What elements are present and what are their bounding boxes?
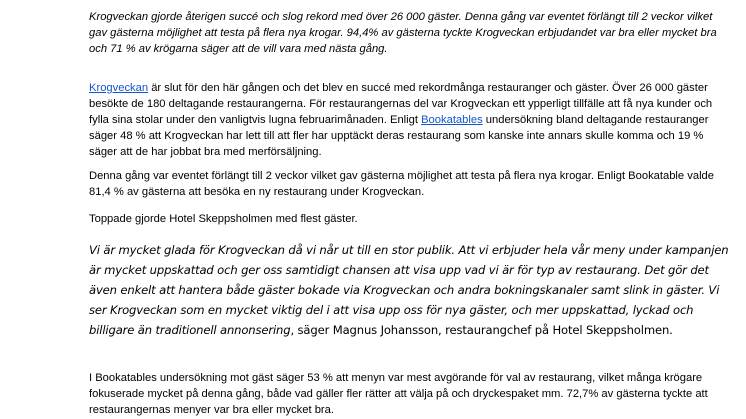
body-paragraph-extension: Denna gång var eventet förlängt till 2 veckor vilket gav gästerna möjlighet att testa på flera nya krogar. Enligt Bookatable valde 81,4 % av gästerna att besöka en ny restaurang under Krogveckan. — [89, 170, 714, 198]
intro-text-1: är slut för den här gången och det blev en succé med rekordmånga restauranger och gäster. Över 26 000 gäster besökte de 180 deltagande restaurangerna. För restaurangernas del var Krogveckan ett ypperligt tillfälle att få nya kunder och fylla sina stolar under den vanligtvis lugna februarimånaden. Enligt — [89, 82, 713, 126]
body-paragraph-intro — [89, 81, 729, 161]
body-paragraph-top-restaurant: Toppade gjorde Hotel Skeppsholmen med flest gäster. — [89, 213, 358, 225]
lead-paragraph: Krogveckan gjorde återigen succé och slog rekord med över 26 000 gäster. Denna gång var eventet förlängt till 2 veckor vilket gav gästerna möjlighet att testa på flera nya krogar. 94,4% av gästerna tyckte Krogveckan erbjudandet var bra eller mycket bra och 71 % av krögarna säger att de vill vara med nästa gång. — [89, 11, 717, 55]
bookatables-link[interactable]: Bookatables — [421, 113, 483, 126]
intro-text-2: undersökning bland deltagande restauranger säger 48 % att Krogveckan har lett till att fler har upptäckt deras restaurang som kanske inte annars skulle komma och 19 % säger att de har jobbat bra med merförsäljning. — [89, 113, 709, 158]
body-paragraph-survey: I Bookatables undersökning mot gäst säger 53 % att menyn var mest avgörande för val av restaurang, vilket många krögare fokuserade mycket på denna gång, både vad gäller fler rätter att välja på och dryckespaket mm. 72,7% av gästerna tyckte att restaurangernas menyer var bra eller mycket bra. — [89, 372, 708, 416]
quote-italic-text: Vi är mycket glada för Krogveckan då vi når ut till en stor publik. Att vi erbjuder hela vår meny under kampanjen är mycket uppskattad och ger oss samtidigt chansen att visa upp vad vi är för typ av restaurang. Det gör det även enkelt att hantera både gäster bokade via Krogveckan och andra bokningskanaler samt slink in gäster. Vi ser Krogveckan som en mycket viktig del i att visa upp oss för nya gäster, och mer uppskattad, lyckad och billigare än traditionell annonsering — [89, 243, 729, 337]
krogveckan-link[interactable]: Krogveckan — [89, 82, 149, 94]
quote-paragraph — [89, 241, 729, 341]
quote-attribution: , säger Magnus Johansson, restaurangchef på Hotel Skeppsholmen. — [290, 322, 673, 337]
